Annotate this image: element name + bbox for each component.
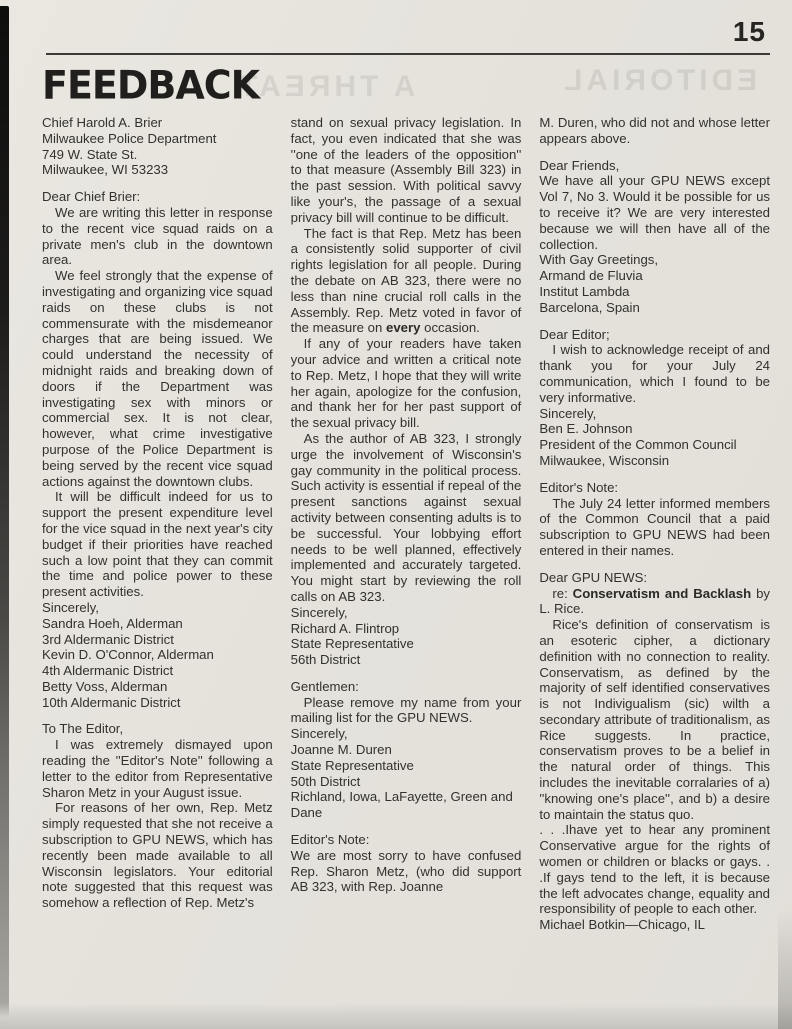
letter-paragraph: If any of your readers have taken your advice and written a critical note to Rep. Metz, I hope that they will write her again, apologize for the confusion, and thank her for her past support of the sexual privacy bill. bbox=[290, 336, 522, 431]
text-line: State Representative bbox=[290, 636, 414, 652]
letter-paragraph: We feel strongly that the expense of investigating and organizing vice squad raids on these clubs is not commensurate with the misdemeanor charges that are being issued. We could understand the necessity of midnight raids and breaking down of doors if the Department was investigating sex with minors or commercial sex. It is not clear, however, what crime investigative purpose of the Police Department is being served by the recent vice squad actions against the downtown clubs. bbox=[42, 268, 273, 489]
page-number: 15 bbox=[732, 16, 766, 47]
text-line: 3rd Aldermanic District bbox=[42, 631, 174, 647]
salutation: Dear Friends, bbox=[539, 157, 620, 173]
bleedthrough-text-left: A THREAT bbox=[235, 70, 416, 103]
letter-paragraph: . . .Ihave yet to hear any prominent Conservative argue for the rights of women or children or blacks or gays. . .If gays tend to the left, it is because the left advocates change, equality and responsibility of people to each other. bbox=[539, 822, 770, 917]
text-line: 749 W. State St. bbox=[42, 146, 138, 162]
letter-paragraph: We are writing this letter in response to the recent vice squad raids on a private men's club in the downtown area. bbox=[42, 204, 273, 268]
text-line: Milwaukee, WI 53233 bbox=[42, 162, 169, 178]
text-line: Sincerely, bbox=[539, 405, 597, 421]
scan-corner-smudge bbox=[778, 909, 792, 1029]
signature-block bbox=[291, 605, 522, 668]
salutation: Dear Chief Brier: bbox=[42, 189, 141, 205]
letter-paragraph: For reasons of her own, Rep. Metz simply requested that she not receive a subscription to GPU NEWS, which has recently been made available to all Wisconsin legislators. Your editorial note suggested that this request was somehow a reflection of Rep. Metz's bbox=[42, 800, 273, 911]
text-line: Sincerely, bbox=[290, 726, 348, 742]
editors-note-heading: Editor's Note: bbox=[539, 479, 619, 495]
text-line: Sincerely, bbox=[290, 604, 348, 620]
salutation: Dear Editor; bbox=[539, 326, 610, 342]
letters-columns bbox=[42, 115, 770, 1029]
text-line: Milwaukee, Wisconsin bbox=[539, 452, 670, 468]
bleedthrough-text-right: EDITORIAL bbox=[560, 64, 758, 97]
letter-paragraph: Rice's definition of conservatism is an esoteric cipher, a dictionary definition with no connection to reality. Conservatism, as defined by the majority of self identified conservatives is not Indivigualism (sic) wilth a secondary attribute of traditionalism, as Rice suggests. In practice, conservatism proves to be a belief in the natural order of things. This includes the inevitable corralaries of a) ''knowing one's place'', and b) a desire to maintain the status quo. bbox=[539, 617, 770, 822]
letter-paragraph: The July 24 letter informed members of the Common Council that a paid subscription to GPU NEWS had been entered in their names. bbox=[539, 495, 770, 558]
letter-paragraph: M. Duren, who did not and whose letter appears above. bbox=[539, 115, 770, 146]
column-1 bbox=[42, 115, 273, 1029]
column-3 bbox=[539, 115, 770, 1029]
text-line: 10th Aldermanic District bbox=[42, 694, 181, 710]
letter-paragraph: We have all your GPU NEWS except Vol 7, No 3. Would it be possible for us to receive it? We are very interested because we will then have all of the collection. bbox=[539, 173, 770, 252]
letter-paragraph: Please remove my name from your mailing list for the GPU NEWS. bbox=[290, 694, 522, 726]
signature-block bbox=[291, 726, 522, 821]
text-line: Barcelona, Spain bbox=[539, 299, 640, 315]
text-line: Sandra Hoeh, Alderman bbox=[42, 615, 183, 631]
letter-address bbox=[42, 115, 273, 178]
signature-block bbox=[539, 252, 770, 315]
text-line: Michael Botkin—Chicago, IL bbox=[539, 917, 705, 933]
letter-paragraph: I was extremely dismayed upon reading the ''Editor's Note'' following a letter to the editor from Representative Sharon Metz in your August issue. bbox=[42, 737, 273, 800]
editors-note-heading: Editor's Note: bbox=[290, 832, 370, 848]
letter-paragraph: It will be difficult indeed for us to support the present expenditure level for the vice squad in the next year's city budget if their priorities have reached such a low point that they can commit the time and police power to these present activities. bbox=[42, 489, 273, 600]
text-line: 4th Aldermanic District bbox=[42, 663, 174, 679]
text-line: Betty Voss, Alderman bbox=[42, 678, 168, 694]
signature-block bbox=[539, 917, 770, 933]
feedback-masthead: FEEDBACK bbox=[42, 62, 260, 108]
scan-edge-artifact bbox=[0, 6, 9, 1029]
text-line: 50th District bbox=[290, 773, 361, 789]
text-line: State Representative bbox=[290, 757, 414, 773]
text-line: Richard A. Flintrop bbox=[290, 620, 400, 636]
text-line: Kevin D. O'Connor, Alderman bbox=[42, 647, 214, 663]
text-line: Institut Lambda bbox=[539, 283, 630, 299]
text-line: 56th District bbox=[290, 652, 361, 668]
text-line: Armand de Fluvia bbox=[539, 268, 643, 284]
text-line: With Gay Greetings, bbox=[539, 252, 659, 268]
text-line: Joanne M. Duren bbox=[290, 742, 392, 758]
letter-paragraph: As the author of AB 323, I strongly urge the involvement of Wisconsin's gay community in the political process. Such activity is essential if repeal of the present sanctions against sexual activity between consenting adults is to be successful. Your lobbying effort needs to be well planned, effectively implemented and accurately targeted. You might start by reviewing the roll calls on AB 323. bbox=[290, 430, 522, 604]
text-line: Chief Harold A. Brier bbox=[42, 115, 163, 130]
letter-paragraph: I wish to acknowledge receipt of and thank you for your July 24 communication, which I found to be very informative. bbox=[539, 342, 770, 405]
text-line: Ben E. Johnson bbox=[539, 421, 633, 437]
letter-paragraph: The fact is that Rep. Metz has been a consistently solid supporter of civil rights legislation for all people. During the debate on AB 323, there were no less than nine crucial roll calls in the Assembly. Rep. Metz voted in favor of the measure on every occasion. bbox=[290, 225, 522, 336]
salutation: Gentlemen: bbox=[290, 678, 359, 694]
letter-paragraph: re: Conservatism and Backlash by L. Rice. bbox=[539, 585, 770, 617]
scan-bottom-shadow bbox=[0, 1003, 792, 1029]
header-rule bbox=[46, 53, 770, 55]
text-line: President of the Common Council bbox=[539, 437, 737, 453]
letter-paragraph: We are most sorry to have confused Rep. Sharon Metz, (who did support AB 323, with Rep. Joanne bbox=[290, 847, 522, 895]
text-line: Richland, Iowa, LaFayette, Green and Dane bbox=[290, 789, 513, 821]
text-line: Milwaukee Police Department bbox=[42, 130, 217, 146]
signature-block bbox=[539, 406, 770, 469]
letter-paragraph: stand on sexual privacy legislation. In fact, you even indicated that she was ''one of the leaders of the opposition'' to that measure (Assembly Bill 323) in the past session. With political savvy like your's, the passage of a sexual privacy bill will continue to be difficult. bbox=[290, 115, 522, 225]
text-line: Sincerely, bbox=[42, 599, 99, 615]
salutation: To The Editor, bbox=[42, 721, 124, 737]
signature-block bbox=[42, 600, 273, 711]
column-2 bbox=[291, 115, 522, 1029]
salutation: Dear GPU NEWS: bbox=[539, 569, 648, 585]
